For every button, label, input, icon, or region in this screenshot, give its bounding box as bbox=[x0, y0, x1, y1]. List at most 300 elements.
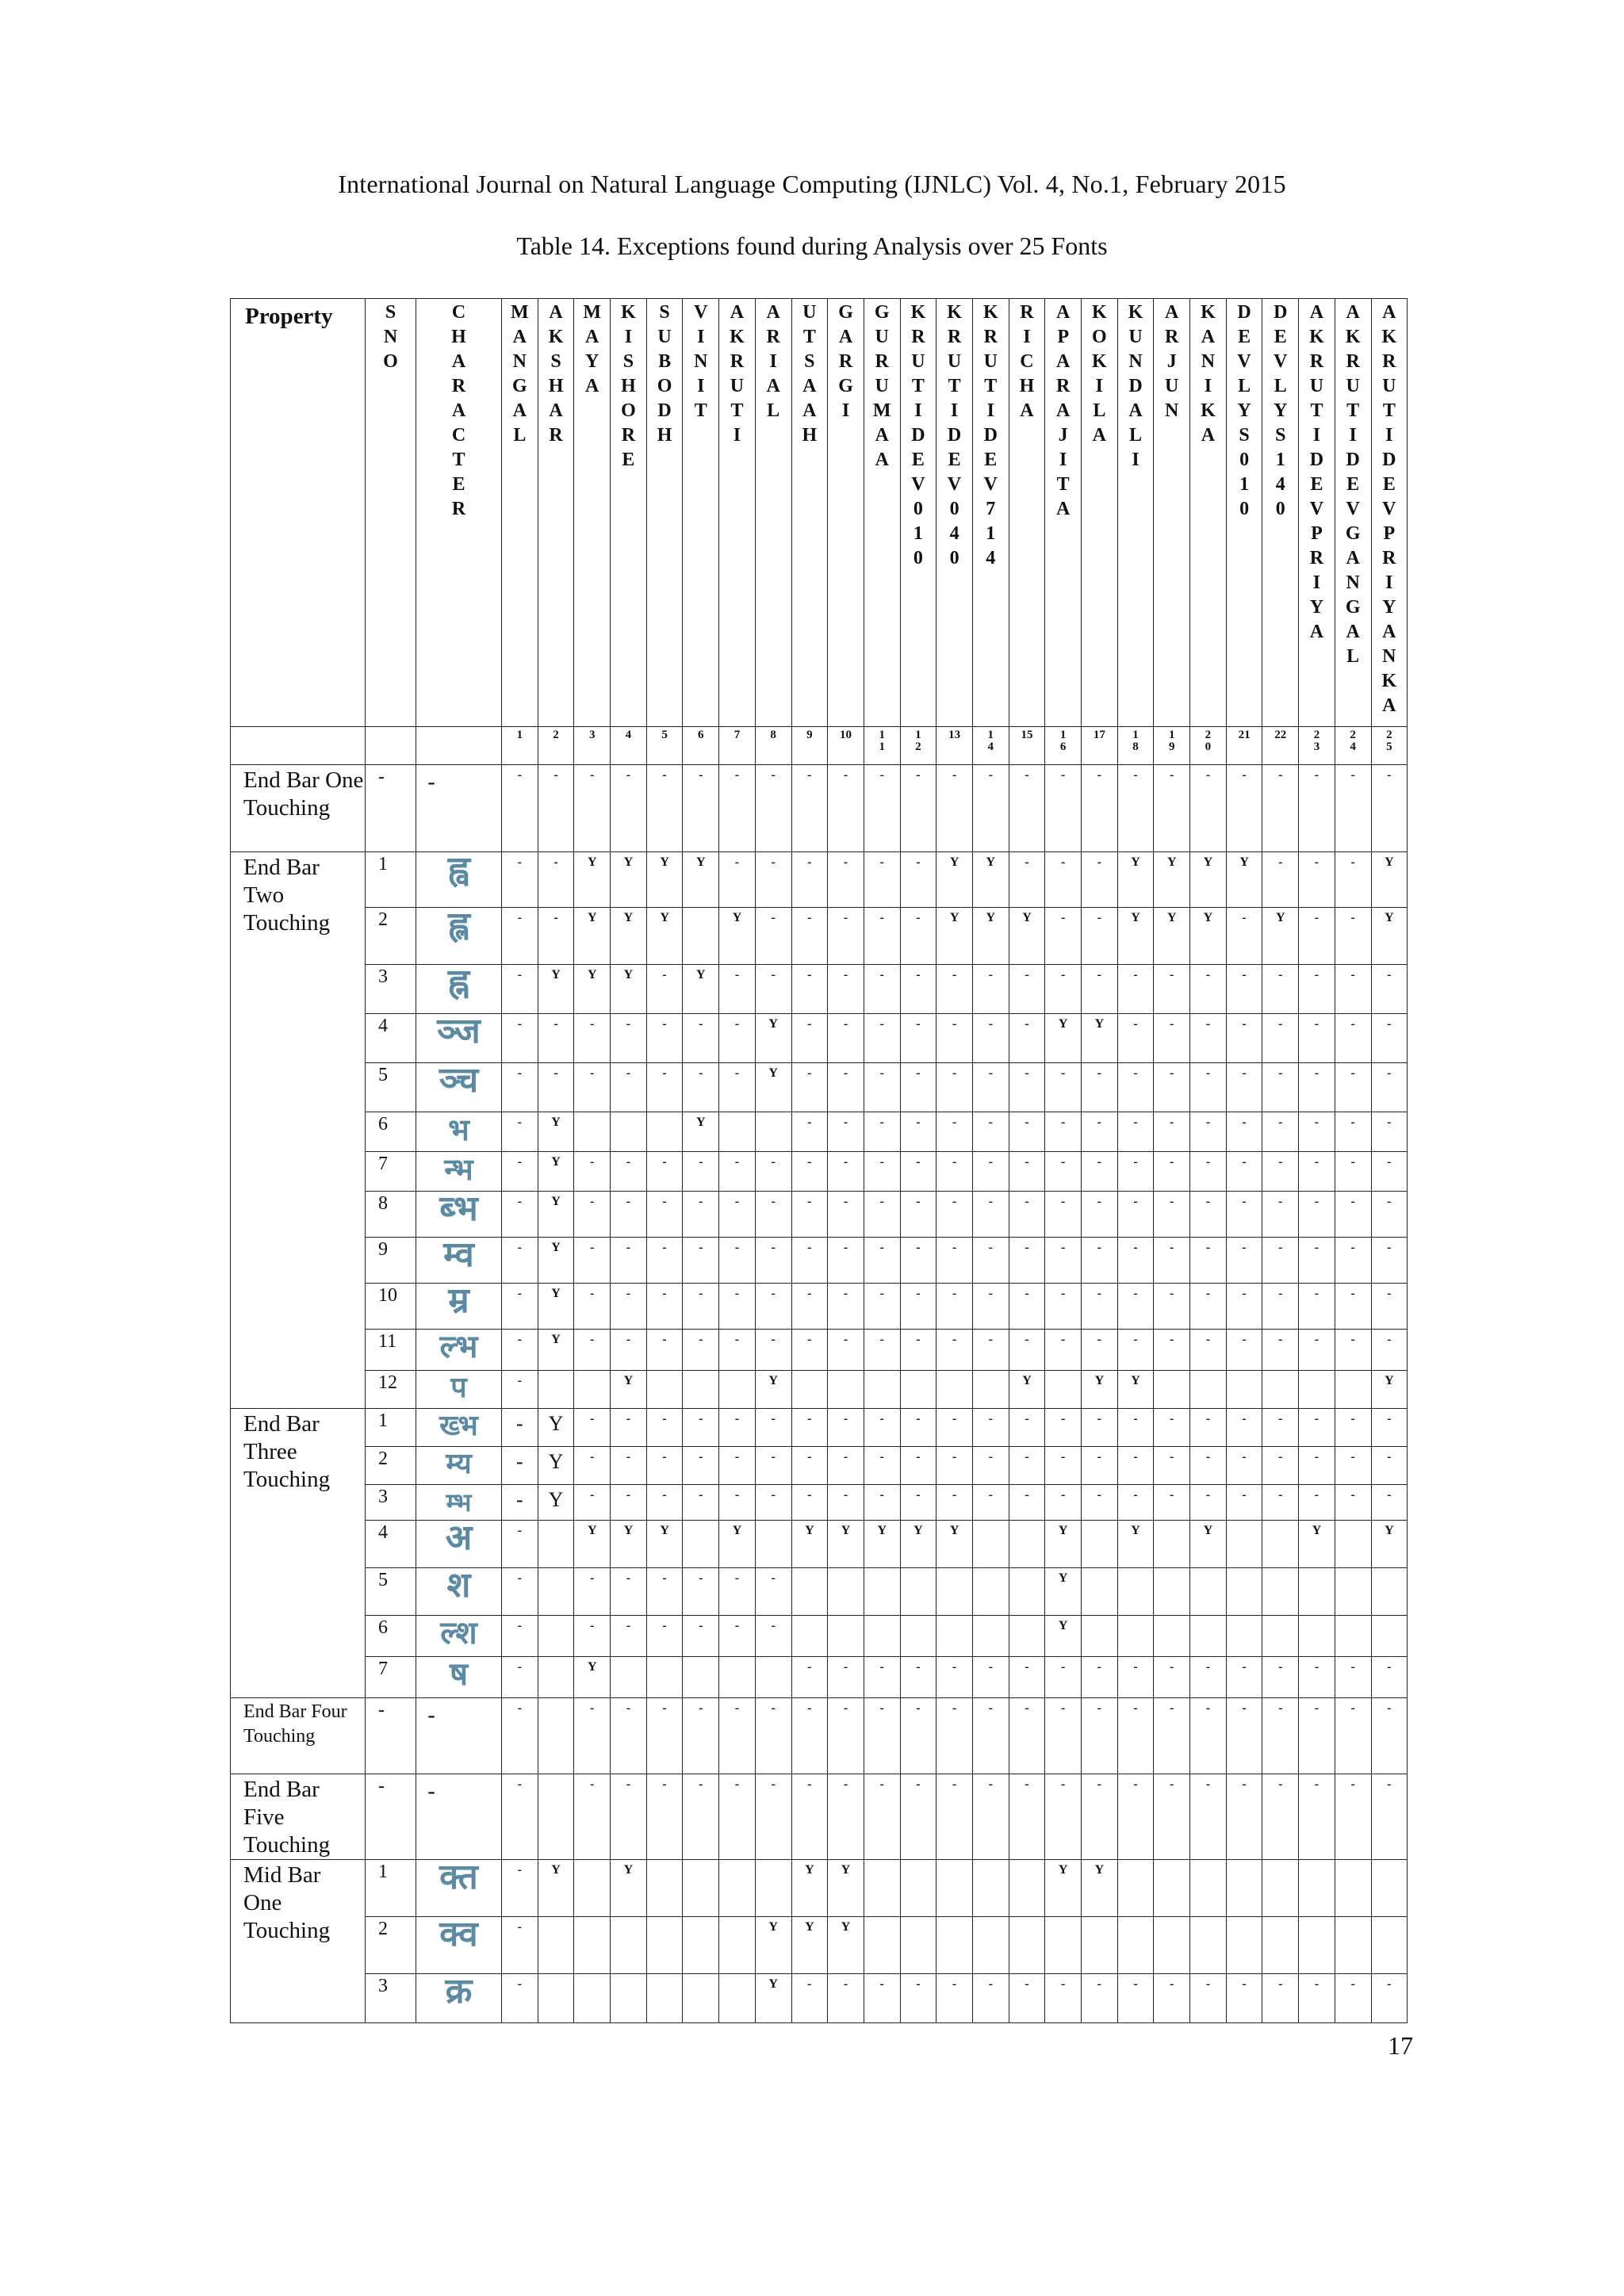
exception-cell bbox=[574, 1371, 611, 1409]
exception-cell: - bbox=[791, 1192, 828, 1238]
font-header: A K R U T I D E V G A N G A L bbox=[1335, 299, 1371, 727]
exception-cell bbox=[1335, 1521, 1371, 1568]
exception-cell: - bbox=[900, 1485, 936, 1521]
exception-cell bbox=[1009, 1568, 1045, 1616]
exception-cell: - bbox=[611, 1192, 647, 1238]
font-number: 1 9 bbox=[1154, 727, 1190, 765]
property-label: End Bar Five Touching bbox=[231, 1774, 366, 1860]
exception-cell: - bbox=[1117, 1485, 1154, 1521]
exception-cell: Y bbox=[646, 1521, 683, 1568]
exception-cell: - bbox=[900, 965, 936, 1014]
exception-cell: - bbox=[611, 1284, 647, 1330]
exception-cell: - bbox=[646, 1698, 683, 1774]
exception-cell: - bbox=[900, 1063, 936, 1112]
exception-cell: - bbox=[755, 1485, 791, 1521]
exception-cell: - bbox=[972, 765, 1009, 852]
exception-cell bbox=[936, 1616, 973, 1657]
font-header: S U B O D H bbox=[646, 299, 683, 727]
exception-cell: Y bbox=[1371, 852, 1408, 908]
font-number: 2 4 bbox=[1335, 727, 1371, 765]
exception-cell: - bbox=[1045, 1063, 1082, 1112]
exception-cell: - bbox=[1262, 1330, 1299, 1371]
exception-cell bbox=[864, 1616, 900, 1657]
exception-cell: - bbox=[1299, 765, 1335, 852]
exception-cell: - bbox=[828, 1014, 864, 1063]
conjunct-glyph: क्र bbox=[416, 1974, 502, 2023]
exception-cell: Y bbox=[611, 1521, 647, 1568]
exception-cell: - bbox=[828, 1774, 864, 1860]
exception-cell: Y bbox=[1009, 1371, 1045, 1409]
exception-cell: - bbox=[1299, 1330, 1335, 1371]
exception-cell bbox=[683, 1974, 719, 2023]
exception-cell: - bbox=[719, 1192, 756, 1238]
serial-number: 1 bbox=[366, 852, 416, 908]
conjunct-glyph: श bbox=[416, 1568, 502, 1616]
exception-cell: - bbox=[1335, 1192, 1371, 1238]
exception-cell: Y bbox=[574, 965, 611, 1014]
exception-cell: - bbox=[502, 1917, 538, 1974]
exception-cell: - bbox=[1335, 1774, 1371, 1860]
exception-cell: - bbox=[1190, 1284, 1227, 1330]
exception-cell: - bbox=[719, 1409, 756, 1447]
exception-cell: Y bbox=[1082, 1014, 1118, 1063]
serial-number: 2 bbox=[366, 908, 416, 965]
exception-cell: - bbox=[1299, 1774, 1335, 1860]
exception-cell: - bbox=[1009, 1698, 1045, 1774]
exception-cell: Y bbox=[538, 1860, 574, 1917]
exception-cell: - bbox=[1335, 1485, 1371, 1521]
exception-cell: - bbox=[1262, 1192, 1299, 1238]
exception-cell: - bbox=[1009, 1112, 1045, 1152]
exception-cell: Y bbox=[1117, 852, 1154, 908]
exception-cell bbox=[1117, 1917, 1154, 1974]
exception-cell: - bbox=[1082, 852, 1118, 908]
exception-cell: - bbox=[1045, 1485, 1082, 1521]
exception-cell: - bbox=[683, 1238, 719, 1284]
exception-cell: Y bbox=[791, 1521, 828, 1568]
exception-cell: - bbox=[1009, 1284, 1045, 1330]
exception-cell: - bbox=[1082, 908, 1118, 965]
exception-cell bbox=[1335, 1917, 1371, 1974]
exception-cell: - bbox=[1335, 965, 1371, 1014]
exception-cell: - bbox=[864, 1284, 900, 1330]
exception-cell: - bbox=[538, 765, 574, 852]
exception-cell: - bbox=[1371, 1152, 1408, 1192]
exception-cell: Y bbox=[538, 1485, 574, 1521]
exception-cell: - bbox=[1154, 1238, 1190, 1284]
exception-cell: - bbox=[683, 1409, 719, 1447]
exception-cell bbox=[972, 1521, 1009, 1568]
character-cell: - bbox=[416, 765, 502, 852]
exception-cell: - bbox=[1009, 1014, 1045, 1063]
exception-cell: Y bbox=[646, 908, 683, 965]
exception-cell: Y bbox=[611, 908, 647, 965]
exception-cell: Y bbox=[791, 1860, 828, 1917]
exception-cell: - bbox=[1190, 765, 1227, 852]
exception-cell: Y bbox=[828, 1917, 864, 1974]
exception-cell: - bbox=[1009, 1447, 1045, 1485]
exception-cell bbox=[1226, 1371, 1262, 1409]
exception-cell: - bbox=[1262, 1698, 1299, 1774]
exception-cell bbox=[1190, 1917, 1227, 1974]
character-header: C H A R A C T E R bbox=[416, 299, 502, 727]
font-number: 1 8 bbox=[1117, 727, 1154, 765]
exception-cell: - bbox=[1009, 965, 1045, 1014]
exception-cell bbox=[1299, 1860, 1335, 1917]
exception-cell: - bbox=[574, 1568, 611, 1616]
exception-cell: Y bbox=[791, 1917, 828, 1974]
exception-cell: - bbox=[1335, 852, 1371, 908]
font-number: 1 6 bbox=[1045, 727, 1082, 765]
exception-cell: Y bbox=[1262, 908, 1299, 965]
exception-cell: - bbox=[1299, 1409, 1335, 1447]
exception-cell: - bbox=[574, 1774, 611, 1860]
exception-cell: - bbox=[719, 1014, 756, 1063]
font-header: M A N G A L bbox=[502, 299, 538, 727]
font-header: D E V L Y S 1 4 0 bbox=[1262, 299, 1299, 727]
exception-cell bbox=[646, 1657, 683, 1698]
exception-cell: Y bbox=[538, 1447, 574, 1485]
exception-cell bbox=[900, 1860, 936, 1917]
exception-cell: - bbox=[574, 1238, 611, 1284]
exception-cell bbox=[936, 1860, 973, 1917]
exception-cell: - bbox=[936, 1485, 973, 1521]
exception-cell: - bbox=[1335, 908, 1371, 965]
exception-cell: - bbox=[502, 1238, 538, 1284]
exception-cell bbox=[1154, 1616, 1190, 1657]
exception-cell: - bbox=[502, 1063, 538, 1112]
exception-cell: - bbox=[1045, 1330, 1082, 1371]
exception-cell: - bbox=[791, 1152, 828, 1192]
exception-cell bbox=[538, 1568, 574, 1616]
table-caption: Table 14. Exceptions found during Analysis over 25 Fonts bbox=[516, 232, 1108, 260]
exception-cell bbox=[683, 1917, 719, 1974]
exception-cell: - bbox=[683, 1152, 719, 1192]
exception-cell: - bbox=[936, 1698, 973, 1774]
serial-number: 11 bbox=[366, 1330, 416, 1371]
exception-cell: - bbox=[611, 1152, 647, 1192]
exception-cell: Y bbox=[1045, 1014, 1082, 1063]
exception-cell: - bbox=[1335, 1284, 1371, 1330]
exception-cell: - bbox=[1117, 1409, 1154, 1447]
exception-cell: - bbox=[936, 1447, 973, 1485]
exception-cell: Y bbox=[864, 1521, 900, 1568]
exception-cell: - bbox=[755, 1616, 791, 1657]
exception-cell bbox=[611, 1974, 647, 2023]
exception-cell: - bbox=[1262, 1774, 1299, 1860]
exception-cell bbox=[719, 1657, 756, 1698]
exception-cell: - bbox=[936, 1657, 973, 1698]
exception-cell: - bbox=[1190, 1974, 1227, 2023]
exception-cell: - bbox=[791, 965, 828, 1014]
exception-cell: - bbox=[1299, 1698, 1335, 1774]
exception-cell: - bbox=[828, 908, 864, 965]
exception-cell bbox=[683, 1860, 719, 1917]
exception-cell: - bbox=[574, 1014, 611, 1063]
exception-cell bbox=[538, 1698, 574, 1774]
exception-cell bbox=[1082, 1917, 1118, 1974]
font-number: 4 bbox=[611, 727, 647, 765]
exception-cell: - bbox=[1082, 1447, 1118, 1485]
exception-cell: - bbox=[755, 1238, 791, 1284]
exception-cell: Y bbox=[1226, 852, 1262, 908]
exception-cell: - bbox=[1335, 1014, 1371, 1063]
exception-cell: - bbox=[1226, 1409, 1262, 1447]
font-number: 5 bbox=[646, 727, 683, 765]
exception-cell: - bbox=[1154, 1447, 1190, 1485]
exception-cell: - bbox=[1371, 1238, 1408, 1284]
exception-cell: - bbox=[1226, 965, 1262, 1014]
conjunct-glyph: न्भ bbox=[416, 1152, 502, 1192]
exception-cell: - bbox=[1371, 1112, 1408, 1152]
exception-cell: - bbox=[1154, 1063, 1190, 1112]
exception-cell: - bbox=[755, 765, 791, 852]
blank-cell bbox=[231, 727, 366, 765]
exception-cell: - bbox=[972, 1974, 1009, 2023]
exception-cell: - bbox=[1154, 1974, 1190, 2023]
property-label: Mid Bar One Touching bbox=[231, 1860, 366, 2023]
exception-cell: - bbox=[1045, 1698, 1082, 1774]
exception-cell: - bbox=[1045, 765, 1082, 852]
exception-cell: - bbox=[646, 1774, 683, 1860]
exception-cell: - bbox=[646, 1447, 683, 1485]
exception-cell: - bbox=[900, 852, 936, 908]
exception-cell bbox=[1299, 1568, 1335, 1616]
exception-cell: - bbox=[1082, 765, 1118, 852]
exception-cell: Y bbox=[683, 965, 719, 1014]
exception-cell: - bbox=[1045, 1409, 1082, 1447]
exception-cell: - bbox=[864, 1014, 900, 1063]
exception-cell: - bbox=[719, 1152, 756, 1192]
exception-cell bbox=[719, 1371, 756, 1409]
exception-cell bbox=[611, 1112, 647, 1152]
exception-cell: - bbox=[936, 1330, 973, 1371]
exception-cell: - bbox=[755, 1152, 791, 1192]
exception-cell: - bbox=[502, 1112, 538, 1152]
exception-cell: - bbox=[574, 1409, 611, 1447]
exception-cell: Y bbox=[1009, 908, 1045, 965]
exception-cell: Y bbox=[538, 1284, 574, 1330]
exception-cell: - bbox=[1262, 1657, 1299, 1698]
exception-cell: - bbox=[900, 1152, 936, 1192]
exception-cell: - bbox=[755, 1330, 791, 1371]
exception-cell: - bbox=[1335, 1330, 1371, 1371]
exception-cell: - bbox=[1226, 1112, 1262, 1152]
exception-cell: Y bbox=[538, 965, 574, 1014]
exception-cell: - bbox=[900, 1330, 936, 1371]
exception-cell bbox=[646, 1371, 683, 1409]
exception-cell: - bbox=[828, 965, 864, 1014]
exception-cell: - bbox=[1190, 1112, 1227, 1152]
exception-cell: - bbox=[1082, 1698, 1118, 1774]
exception-cell: - bbox=[1009, 1152, 1045, 1192]
exception-cell: - bbox=[864, 852, 900, 908]
exception-cell: - bbox=[828, 765, 864, 852]
serial-number: 3 bbox=[366, 1974, 416, 2023]
font-header: K R U T I D E V 0 1 0 bbox=[900, 299, 936, 727]
exception-cell: - bbox=[1299, 1112, 1335, 1152]
exception-cell: - bbox=[900, 1974, 936, 2023]
exception-cell: - bbox=[502, 1330, 538, 1371]
font-header: K O K I L A bbox=[1082, 299, 1118, 727]
font-number: 1 1 bbox=[864, 727, 900, 765]
exception-cell: - bbox=[864, 1447, 900, 1485]
exception-cell: - bbox=[1117, 1238, 1154, 1284]
exception-cell bbox=[538, 1371, 574, 1409]
exception-cell: Y bbox=[1371, 1371, 1408, 1409]
exception-cell: - bbox=[646, 1152, 683, 1192]
exception-cell: - bbox=[864, 965, 900, 1014]
exception-cell: - bbox=[900, 908, 936, 965]
exception-cell bbox=[936, 1568, 973, 1616]
exception-cell: - bbox=[791, 1112, 828, 1152]
exception-cell: - bbox=[791, 1974, 828, 2023]
exception-cell: - bbox=[791, 1657, 828, 1698]
exception-cell: - bbox=[502, 1860, 538, 1917]
conjunct-glyph: ल्श bbox=[416, 1616, 502, 1657]
exception-cell bbox=[972, 1860, 1009, 1917]
exception-cell bbox=[646, 1974, 683, 2023]
exception-cell: - bbox=[1154, 1485, 1190, 1521]
exception-cell: - bbox=[611, 1014, 647, 1063]
exception-cell: - bbox=[972, 1063, 1009, 1112]
font-header: R I C H A bbox=[1009, 299, 1045, 727]
exception-cell: Y bbox=[719, 908, 756, 965]
exception-cell bbox=[538, 1616, 574, 1657]
exception-cell: - bbox=[1154, 1698, 1190, 1774]
exception-cell bbox=[828, 1568, 864, 1616]
exception-cell bbox=[683, 1371, 719, 1409]
exception-cell: - bbox=[1371, 1974, 1408, 2023]
exception-cell: - bbox=[936, 1974, 973, 2023]
exception-cell: - bbox=[1371, 1330, 1408, 1371]
serial-number: - bbox=[366, 765, 416, 852]
exception-cell: - bbox=[1335, 1698, 1371, 1774]
exception-cell: - bbox=[1154, 965, 1190, 1014]
exception-cell: - bbox=[1082, 1485, 1118, 1521]
exception-cell: - bbox=[1082, 1974, 1118, 2023]
font-header: M A Y A bbox=[574, 299, 611, 727]
serial-number: 10 bbox=[366, 1284, 416, 1330]
exception-cell: - bbox=[864, 1657, 900, 1698]
exception-cell bbox=[1262, 1616, 1299, 1657]
property-label: End Bar Two Touching bbox=[231, 852, 366, 1409]
exception-cell: - bbox=[755, 908, 791, 965]
exception-cell bbox=[646, 1112, 683, 1152]
exception-cell: - bbox=[646, 1568, 683, 1616]
exception-cell: - bbox=[683, 1284, 719, 1330]
exception-cell: - bbox=[1082, 1063, 1118, 1112]
exception-cell: - bbox=[1009, 852, 1045, 908]
exception-cell: - bbox=[1371, 1192, 1408, 1238]
exception-cell: - bbox=[1226, 1238, 1262, 1284]
exception-cell: - bbox=[1082, 1152, 1118, 1192]
exception-cell: - bbox=[1190, 1330, 1227, 1371]
exception-cell: - bbox=[611, 1330, 647, 1371]
exception-cell: - bbox=[646, 765, 683, 852]
exception-cell: - bbox=[900, 1284, 936, 1330]
font-header: A P A R A J I T A bbox=[1045, 299, 1082, 727]
exception-cell: - bbox=[755, 1284, 791, 1330]
exception-cell: - bbox=[683, 1330, 719, 1371]
exception-cell bbox=[1226, 1860, 1262, 1917]
exception-cell bbox=[1335, 1371, 1371, 1409]
exception-cell: - bbox=[1226, 1657, 1262, 1698]
exception-cell: - bbox=[791, 1238, 828, 1284]
exception-cell: - bbox=[1082, 965, 1118, 1014]
exception-cell: - bbox=[936, 1112, 973, 1152]
exception-cell: - bbox=[1082, 1284, 1118, 1330]
exception-cell: - bbox=[1009, 765, 1045, 852]
exception-cell: - bbox=[936, 765, 973, 852]
property-header: Property bbox=[231, 299, 366, 727]
exception-cell: - bbox=[574, 1447, 611, 1485]
exception-cell: - bbox=[574, 1485, 611, 1521]
exception-cell bbox=[1262, 1860, 1299, 1917]
exception-cell: - bbox=[1117, 1152, 1154, 1192]
exception-cell: - bbox=[864, 1152, 900, 1192]
exception-cell bbox=[683, 1521, 719, 1568]
exception-cell: - bbox=[574, 1698, 611, 1774]
exception-cell bbox=[1009, 1521, 1045, 1568]
exception-cell bbox=[755, 1521, 791, 1568]
exception-cell: - bbox=[900, 1657, 936, 1698]
serial-number: 3 bbox=[366, 1485, 416, 1521]
exception-cell bbox=[1190, 1371, 1227, 1409]
font-number: 9 bbox=[791, 727, 828, 765]
exception-cell: - bbox=[1335, 1657, 1371, 1698]
font-header: K R U T I D E V 0 4 0 bbox=[936, 299, 973, 727]
exception-cell: Y bbox=[538, 1238, 574, 1284]
exception-cell: - bbox=[646, 1284, 683, 1330]
exception-cell bbox=[538, 1917, 574, 1974]
font-header: U T S A A H bbox=[791, 299, 828, 727]
font-header: A K S H A R bbox=[538, 299, 574, 727]
page-number: 17 bbox=[1388, 2031, 1413, 2060]
exception-cell: - bbox=[972, 1485, 1009, 1521]
exception-cell bbox=[1299, 1616, 1335, 1657]
exception-cell: Y bbox=[1190, 1521, 1227, 1568]
exception-cell bbox=[719, 1112, 756, 1152]
serial-number: 6 bbox=[366, 1616, 416, 1657]
exception-cell: - bbox=[1082, 1774, 1118, 1860]
exception-cell: - bbox=[611, 1063, 647, 1112]
exception-cell bbox=[972, 1568, 1009, 1616]
exception-cell bbox=[791, 1371, 828, 1409]
exception-cell: - bbox=[502, 1284, 538, 1330]
conjunct-glyph: क्त bbox=[416, 1860, 502, 1917]
exception-cell bbox=[828, 1371, 864, 1409]
conjunct-glyph: ब्भ bbox=[416, 1192, 502, 1238]
exception-cell: - bbox=[936, 1238, 973, 1284]
conjunct-glyph: ञ्ज bbox=[416, 1014, 502, 1063]
exception-cell: - bbox=[719, 1616, 756, 1657]
exception-cell: - bbox=[972, 965, 1009, 1014]
exception-cell: - bbox=[1117, 1698, 1154, 1774]
exception-cell: - bbox=[791, 765, 828, 852]
property-label: End Bar Three Touching bbox=[231, 1409, 366, 1698]
font-number: 10 bbox=[828, 727, 864, 765]
exception-cell: - bbox=[502, 1974, 538, 2023]
exception-cell: - bbox=[936, 965, 973, 1014]
font-number: 2 3 bbox=[1299, 727, 1335, 765]
font-number: 1 4 bbox=[972, 727, 1009, 765]
exception-cell: - bbox=[1335, 1447, 1371, 1485]
exception-cell: Y bbox=[936, 852, 973, 908]
exception-cell bbox=[1371, 1568, 1408, 1616]
exception-cell: - bbox=[683, 1568, 719, 1616]
conjunct-glyph: म्भ bbox=[416, 1485, 502, 1521]
